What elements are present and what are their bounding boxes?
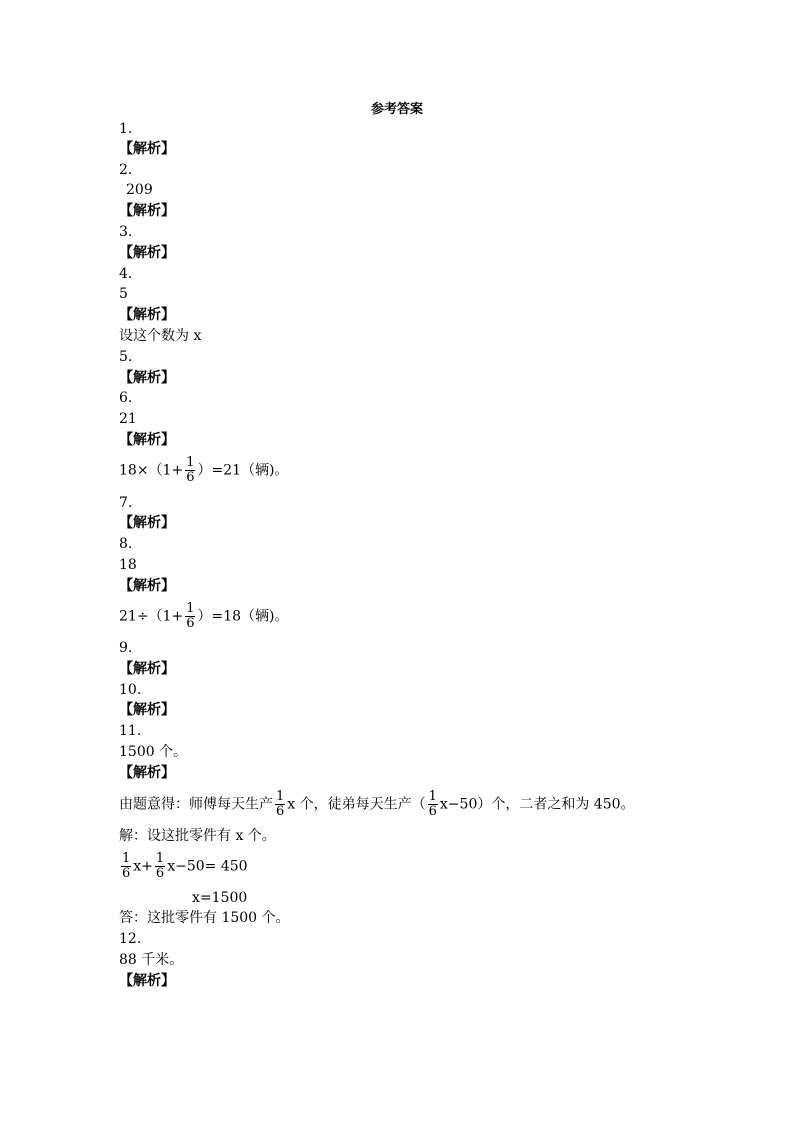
answer-text: 5 [119,286,128,302]
analysis-label: 【解析】 [119,765,175,781]
question-number: 4. [119,266,133,282]
question-number: 5. [119,349,133,365]
equation-line [119,852,248,881]
explanation-text: x−50）个，二者之和为 450。 [439,796,635,813]
question-number: 6. [119,390,133,406]
formula-text: ）=21（辆)。 [197,462,289,479]
answer-text: 21 [119,411,137,427]
answer-text: 88 千米。 [119,952,184,968]
analysis-label: 【解析】 [119,661,175,677]
formula-line [119,602,288,631]
fraction: $\frac{1}{6}$ [428,789,437,819]
question-number: 1. [119,121,133,137]
answer-text: 1500 个。 [119,744,188,760]
question-number: 9. [119,640,133,656]
question-number: 2. [119,162,133,178]
equation-result: x=1500 [192,890,248,906]
analysis-label: 【解析】 [119,141,175,157]
explanation-text: 设这个数为 x [119,328,202,344]
fraction: $\frac{1}{6}$ [276,789,285,819]
analysis-label: 【解析】 [119,432,175,448]
analysis-label: 【解析】 [119,245,175,261]
fraction: $\frac{1}{6}$ [155,851,165,881]
analysis-label: 【解析】 [119,702,175,718]
answer-statement: 答：这批零件有 1500 个。 [119,910,290,926]
formula-line [119,790,635,819]
explanation-text: 由题意得：师傅每天生产 [119,796,273,813]
fraction: $\frac{1}{6}$ [122,851,131,881]
page-title: 参考答案 [370,102,423,117]
solution-text: 解：设这批零件有 x 个。 [119,828,276,844]
equation-text: x−50= 450 [167,858,248,875]
formula-text: ）=18（辆)。 [197,608,289,625]
fraction: $\frac{1}{6}$ [186,601,195,631]
analysis-label: 【解析】 [119,370,175,386]
formula-text: 21÷（1+ [119,608,184,625]
fraction: $\frac{1}{6}$ [186,455,195,485]
question-number: 8. [119,536,133,552]
answer-text: 209 [126,182,153,198]
question-number: 7. [119,495,133,511]
formula-text: 18×（1+ [119,462,184,479]
question-number: 10. [119,682,142,698]
equation-text: x+ [133,858,153,875]
analysis-label: 【解析】 [119,307,175,323]
formula-line [119,456,288,485]
explanation-text: x 个，徒弟每天生产（ [287,796,426,813]
question-number: 3. [119,224,133,240]
analysis-label: 【解析】 [119,973,175,989]
analysis-label: 【解析】 [119,578,175,594]
question-number: 12. [119,931,142,947]
analysis-label: 【解析】 [119,203,175,219]
analysis-label: 【解析】 [119,515,175,531]
answer-text: 18 [119,557,137,573]
question-number: 11. [119,723,142,739]
